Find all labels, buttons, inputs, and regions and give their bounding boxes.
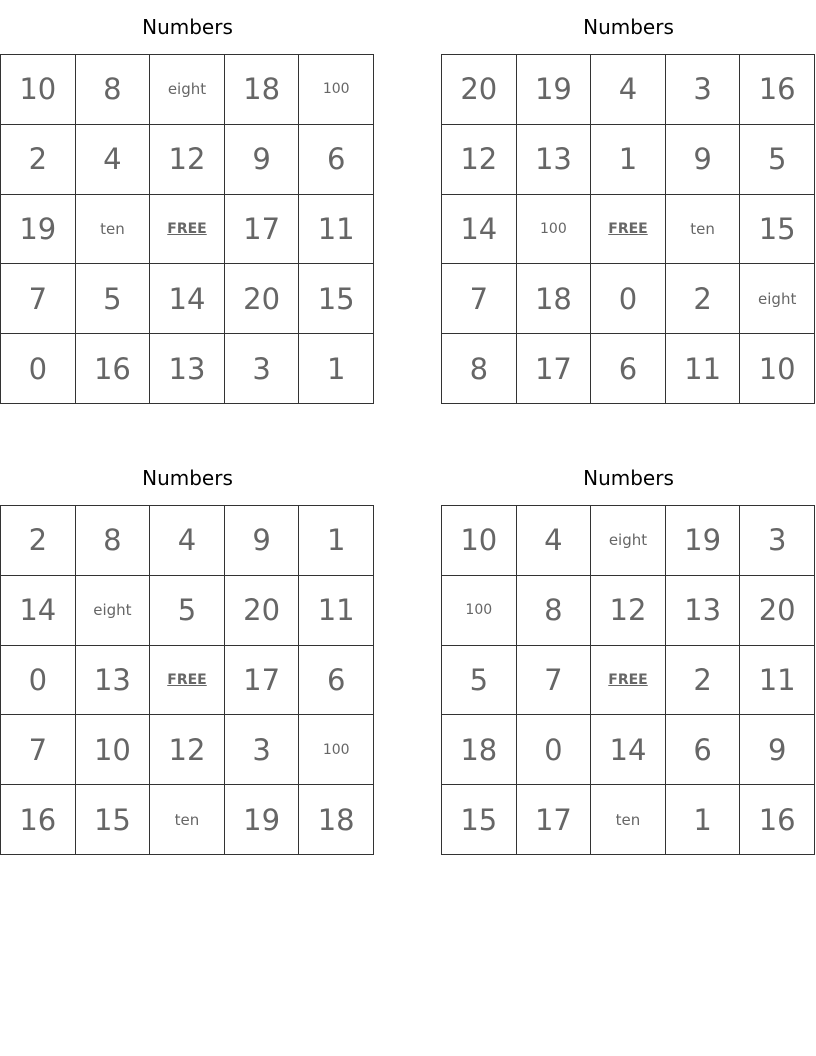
card-title: Numbers xyxy=(583,15,674,39)
bingo-grid xyxy=(441,505,815,855)
bingo-cell: 6 xyxy=(666,715,741,785)
bingo-cell: 17 xyxy=(517,785,592,855)
bingo-cell: 4 xyxy=(591,55,666,125)
free-space: FREE xyxy=(150,195,225,265)
bingo-cell: 14 xyxy=(591,715,666,785)
card-title: Numbers xyxy=(142,466,233,490)
bingo-cell: eight xyxy=(740,264,815,334)
bingo-cell: 7 xyxy=(1,715,76,785)
bingo-cell: 19 xyxy=(225,785,300,855)
bingo-cell: 16 xyxy=(740,785,815,855)
bingo-cell: 1 xyxy=(299,334,374,404)
bingo-grid xyxy=(441,54,815,404)
bingo-cell: 0 xyxy=(1,646,76,716)
bingo-cell: 5 xyxy=(76,264,151,334)
bingo-cell: 12 xyxy=(150,715,225,785)
free-space: FREE xyxy=(591,646,666,716)
free-space: FREE xyxy=(591,195,666,265)
bingo-cell: 16 xyxy=(76,334,151,404)
bingo-cell: 14 xyxy=(150,264,225,334)
bingo-cell: 15 xyxy=(442,785,517,855)
bingo-cell: 2 xyxy=(666,264,741,334)
bingo-cell: 5 xyxy=(740,125,815,195)
bingo-cell: 11 xyxy=(740,646,815,716)
bingo-cell: 19 xyxy=(666,506,741,576)
bingo-cell: 6 xyxy=(299,125,374,195)
bingo-cell: 1 xyxy=(666,785,741,855)
bingo-cell: 11 xyxy=(299,195,374,265)
bingo-cell: 9 xyxy=(666,125,741,195)
bingo-cell: ten xyxy=(76,195,151,265)
bingo-cell: 0 xyxy=(1,334,76,404)
bingo-cell: 1 xyxy=(591,125,666,195)
bingo-cell: 10 xyxy=(740,334,815,404)
bingo-cell: 100 xyxy=(299,55,374,125)
bingo-cell: ten xyxy=(150,785,225,855)
bingo-cell: 9 xyxy=(225,125,300,195)
bingo-cell: 14 xyxy=(442,195,517,265)
bingo-cell: 20 xyxy=(442,55,517,125)
bingo-cell: eight xyxy=(591,506,666,576)
bingo-cell: 2 xyxy=(1,125,76,195)
bingo-cell: 10 xyxy=(76,715,151,785)
bingo-cell: 15 xyxy=(76,785,151,855)
bingo-cell: 4 xyxy=(517,506,592,576)
bingo-cell: 7 xyxy=(517,646,592,716)
bingo-cell: 14 xyxy=(1,576,76,646)
bingo-cell: 8 xyxy=(76,506,151,576)
bingo-cell: eight xyxy=(76,576,151,646)
bingo-cell: 16 xyxy=(740,55,815,125)
bingo-cell: 20 xyxy=(740,576,815,646)
bingo-cell: 4 xyxy=(76,125,151,195)
bingo-cell: 10 xyxy=(1,55,76,125)
bingo-cell: 12 xyxy=(591,576,666,646)
bingo-cell: 6 xyxy=(591,334,666,404)
bingo-cell: 19 xyxy=(1,195,76,265)
bingo-cell: 2 xyxy=(666,646,741,716)
bingo-cell: 15 xyxy=(740,195,815,265)
bingo-grid xyxy=(0,54,374,404)
bingo-cell: 8 xyxy=(76,55,151,125)
bingo-cell: 3 xyxy=(740,506,815,576)
bingo-cell: 17 xyxy=(517,334,592,404)
bingo-cell: 18 xyxy=(225,55,300,125)
bingo-cell: 13 xyxy=(76,646,151,716)
bingo-cell: 6 xyxy=(299,646,374,716)
bingo-cell: 15 xyxy=(299,264,374,334)
bingo-cell: 2 xyxy=(1,506,76,576)
card-title: Numbers xyxy=(583,466,674,490)
bingo-cell: 18 xyxy=(299,785,374,855)
bingo-cell: 10 xyxy=(442,506,517,576)
bingo-cell: 9 xyxy=(225,506,300,576)
bingo-cell: 100 xyxy=(517,195,592,265)
free-space: FREE xyxy=(150,646,225,716)
bingo-cell: eight xyxy=(150,55,225,125)
bingo-cell: 13 xyxy=(517,125,592,195)
bingo-cell: 20 xyxy=(225,264,300,334)
bingo-cell: 3 xyxy=(225,334,300,404)
bingo-cell: 5 xyxy=(150,576,225,646)
bingo-cell: 7 xyxy=(442,264,517,334)
bingo-cell: 13 xyxy=(150,334,225,404)
card-title: Numbers xyxy=(142,15,233,39)
bingo-cell: 17 xyxy=(225,646,300,716)
bingo-cell: 7 xyxy=(1,264,76,334)
bingo-cell: 100 xyxy=(442,576,517,646)
bingo-cell: 0 xyxy=(517,715,592,785)
bingo-cell: ten xyxy=(591,785,666,855)
bingo-cell: ten xyxy=(666,195,741,265)
bingo-cell: 11 xyxy=(299,576,374,646)
bingo-cell: 18 xyxy=(442,715,517,785)
bingo-cell: 1 xyxy=(299,506,374,576)
bingo-cell: 9 xyxy=(740,715,815,785)
bingo-cell: 3 xyxy=(225,715,300,785)
bingo-cell: 17 xyxy=(225,195,300,265)
bingo-cell: 12 xyxy=(150,125,225,195)
bingo-cell: 19 xyxy=(517,55,592,125)
bingo-cell: 18 xyxy=(517,264,592,334)
bingo-cell: 8 xyxy=(517,576,592,646)
bingo-grid xyxy=(0,505,374,855)
bingo-cell: 13 xyxy=(666,576,741,646)
bingo-cell: 4 xyxy=(150,506,225,576)
bingo-cell: 11 xyxy=(666,334,741,404)
bingo-cell: 0 xyxy=(591,264,666,334)
bingo-cell: 12 xyxy=(442,125,517,195)
bingo-cell: 5 xyxy=(442,646,517,716)
bingo-cell: 3 xyxy=(666,55,741,125)
bingo-cell: 16 xyxy=(1,785,76,855)
bingo-cell: 20 xyxy=(225,576,300,646)
bingo-cell: 100 xyxy=(299,715,374,785)
bingo-cell: 8 xyxy=(442,334,517,404)
